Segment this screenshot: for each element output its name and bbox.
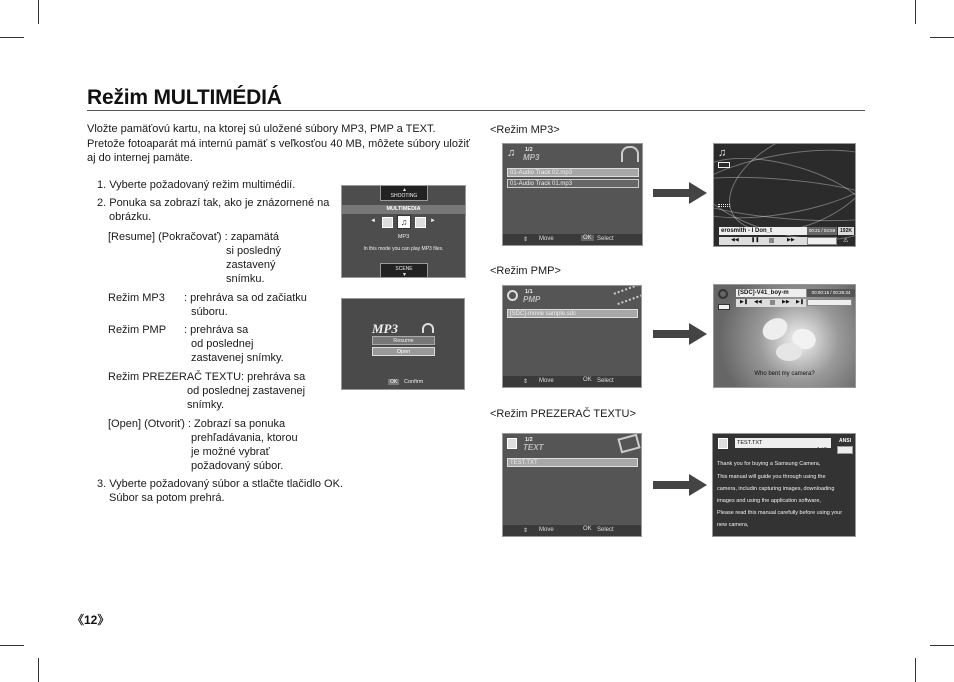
select-label: Select	[597, 378, 614, 384]
ok-key-icon: OK	[583, 235, 592, 241]
file-counter: 1/1	[525, 289, 533, 295]
intro-line: Vložte pamäťovú kartu, na ktorej sú uložené súbory MP3, PMP a TEXT.	[87, 123, 436, 135]
lcd-footer	[503, 376, 641, 387]
crop-mark	[0, 645, 24, 646]
step-2: 2. Ponuka sa zobrazí tak, ako je znázornené na	[97, 197, 330, 209]
text-line: This manual will guide you through using the	[717, 474, 826, 480]
crop-mark	[930, 37, 954, 38]
crop-mark	[915, 0, 916, 24]
track-name: erosmith - I Don_t	[719, 227, 807, 235]
arrow-right-icon	[653, 474, 707, 496]
pmp-mode-label: Režim PMP	[108, 324, 167, 336]
arrow-right-icon: ►	[430, 218, 436, 224]
battery-icon	[718, 162, 730, 168]
next-icon[interactable]: ▶❚	[796, 299, 805, 305]
resume-desc-cont: si posledný	[226, 245, 282, 257]
text-line: Thank you for buying a Samsung Camera,	[717, 461, 821, 467]
pmp-play-screen	[713, 284, 856, 388]
label-text-mode: <Režim PREZERAČ TEXTU>	[490, 408, 636, 420]
volume-bar[interactable]	[807, 237, 837, 245]
arrow-right-icon	[653, 182, 707, 204]
menu-item-name: MP3	[397, 234, 410, 240]
text-line: new camera,	[717, 522, 749, 528]
shooting-tab: ▲ SHOOTING	[380, 186, 428, 201]
up-down-icon: ⇕	[523, 379, 529, 385]
transport-controls	[736, 299, 806, 307]
flower-petal	[776, 343, 802, 361]
stop-icon[interactable]	[769, 238, 774, 243]
arrow-right-icon	[653, 323, 707, 345]
text-line: Please read this manual carefully before using your	[717, 510, 843, 516]
text-scroll-indicator	[837, 446, 853, 454]
list-item[interactable]: TEST.TXT	[507, 458, 638, 467]
multimedia-menu-screen	[341, 185, 466, 278]
movie-file-name: [SDC]-V41_boy-m	[736, 289, 806, 297]
select-label: Select	[597, 236, 614, 242]
ok-key-icon: OK	[583, 377, 592, 383]
text-icon	[382, 217, 393, 228]
open-option[interactable]: Open	[372, 347, 435, 356]
file-counter: 1/2	[525, 147, 533, 153]
bitrate: 192K	[838, 227, 854, 235]
mp3-mode-label: Režim MP3	[108, 292, 165, 304]
ok-key-icon: OK	[583, 526, 592, 532]
crop-mark	[930, 645, 954, 646]
ok-key-icon: OK	[390, 379, 398, 385]
lcd-footer	[503, 525, 641, 536]
film-reel-icon	[718, 289, 728, 299]
list-item[interactable]: 01-Audio Track 01.mp3	[507, 179, 639, 188]
text-page-counter: 1 / 2	[817, 447, 827, 453]
headphones-icon	[621, 146, 639, 162]
chevron-down-icon: ▼	[402, 272, 407, 278]
menu-icons-row	[370, 216, 440, 230]
volume-bar[interactable]	[807, 299, 852, 306]
open-desc-cont: je možné vybrať	[191, 446, 270, 458]
crop-mark	[915, 658, 916, 682]
intro-line: aj do internej pamäte.	[87, 152, 193, 164]
move-label: Move	[539, 527, 554, 533]
text-viewer-screen	[712, 433, 856, 537]
document-icon	[507, 438, 517, 449]
mp3-mode-desc: : prehráva sa od začiatku	[184, 292, 307, 304]
text-mode-desc-cont: snímky.	[187, 399, 225, 411]
open-desc-cont: prehľadávania, ktorou	[191, 432, 298, 444]
subtitle-caption: Who bent my camera?	[754, 371, 815, 377]
up-down-icon: ⇕	[523, 528, 529, 534]
film-reel-icon	[507, 290, 518, 301]
file-counter: 1/2	[525, 437, 533, 443]
chevron-up-icon: ▲	[402, 187, 407, 193]
title-rule	[87, 110, 865, 111]
mp3-file-list-screen	[502, 143, 643, 246]
menu-header: MULTIMEDIA	[342, 205, 465, 214]
text-line: images and using the application software,	[717, 498, 821, 504]
movie-time: 00:00:15 / 00:26:34	[807, 289, 855, 297]
intro-line: Pretože fotoaparát má internú pamäť s veľkosťou 40 MB, môžete súbory uložiť	[87, 137, 471, 150]
open-desc: [Open] (Otvoriť) : Zobrazí sa ponuka	[108, 418, 286, 430]
step-3-cont: Súbor sa potom prehrá.	[109, 492, 225, 504]
text-line: camera, includin capturing images, downloading	[717, 486, 835, 492]
crop-mark	[0, 37, 24, 38]
open-desc-cont: požadovaný súbor.	[191, 460, 284, 472]
pmp-mode-desc: : prehráva sa	[184, 324, 249, 336]
lcd-footer	[503, 234, 642, 245]
text-file-list-screen	[502, 433, 642, 537]
forward-icon[interactable]: ▶▶	[782, 299, 790, 305]
menu-item-desc: In this mode you can play MP3 files.	[363, 246, 444, 252]
step-2-cont: obrázku.	[109, 211, 152, 223]
eq-icon	[718, 204, 730, 207]
music-note-icon: ♫	[718, 147, 727, 159]
play-time: 00:21 / 04:59	[808, 228, 836, 233]
crop-mark	[38, 658, 39, 682]
move-label: Move	[539, 378, 554, 384]
step-3: 3. Vyberte požadovaný súbor a stlačte tlačidlo OK.	[97, 478, 344, 490]
crop-mark	[38, 0, 39, 24]
stop-icon[interactable]	[770, 300, 775, 305]
text-mode-desc-cont: od poslednej zastavenej	[187, 385, 306, 397]
next-icon[interactable]: ▶▶	[787, 237, 795, 243]
document-icon	[617, 434, 640, 454]
mp3-logo: MP3	[372, 321, 398, 336]
pmp-mode-desc-cont: zastavenej snímky.	[191, 352, 284, 364]
intro-paragraph	[87, 122, 477, 166]
list-item[interactable]: 01-Audio Track 02.mp3	[507, 168, 639, 177]
resume-desc-cont: snímku.	[226, 273, 265, 285]
text-mode-desc: Režim PREZERAČ TEXTU: prehráva sa	[108, 371, 306, 383]
music-note-icon: ♫	[507, 147, 516, 159]
move-label: Move	[539, 236, 554, 242]
resume-desc-cont: zastavený	[226, 259, 276, 271]
mode-name: PMP	[523, 295, 541, 304]
mp3-mode-desc-cont: súboru.	[191, 306, 228, 318]
arrow-left-icon: ◄	[370, 218, 376, 224]
select-label: Select	[597, 527, 614, 533]
pmp-file-list-screen	[502, 285, 642, 388]
encoding-badge: ANSI	[839, 438, 851, 444]
music-note-icon: ♫	[397, 215, 411, 229]
film-strip-icon	[614, 285, 642, 305]
page-number: 《12》	[72, 613, 110, 627]
confirm-label: Confirm	[404, 379, 424, 385]
battery-icon	[718, 304, 730, 310]
prev-icon[interactable]: ▶❚	[740, 299, 749, 305]
mode-name: MP3	[523, 153, 540, 162]
mp3-play-screen	[713, 143, 856, 247]
pause-icon[interactable]: ❚❚	[751, 237, 760, 243]
resume-option[interactable]: Resume	[372, 336, 435, 345]
up-down-icon: ⇕	[523, 237, 529, 243]
step-1: 1. Vyberte požadovaný režim multimédií.	[97, 179, 296, 191]
prev-icon[interactable]: ◀◀	[731, 237, 739, 243]
text-file-name: TEST.TXT	[735, 438, 831, 448]
scene-tab: SCENE ▼	[380, 263, 428, 278]
movie-icon	[415, 217, 426, 228]
label-mp3-mode: <Režim MP3>	[490, 124, 560, 136]
resume-open-screen	[341, 298, 465, 390]
mode-name: TEXT	[523, 443, 544, 452]
list-item[interactable]: [SDC]-movie sample.sdc	[507, 309, 638, 318]
pmp-mode-desc-cont: od poslednej	[191, 338, 254, 350]
flower-petal	[759, 314, 792, 344]
label-pmp-mode: <Režim PMP>	[490, 265, 561, 277]
warning-icon: ⚠	[843, 238, 849, 244]
document-icon	[718, 438, 728, 449]
headphones-icon	[422, 323, 434, 333]
page-title: Režim MULTIMÉDIÁ	[87, 86, 282, 109]
transport-controls	[719, 237, 807, 245]
rewind-icon[interactable]: ◀◀	[754, 299, 762, 305]
resume-desc: [Resume] (Pokračovať) : zapamätá	[108, 231, 280, 243]
